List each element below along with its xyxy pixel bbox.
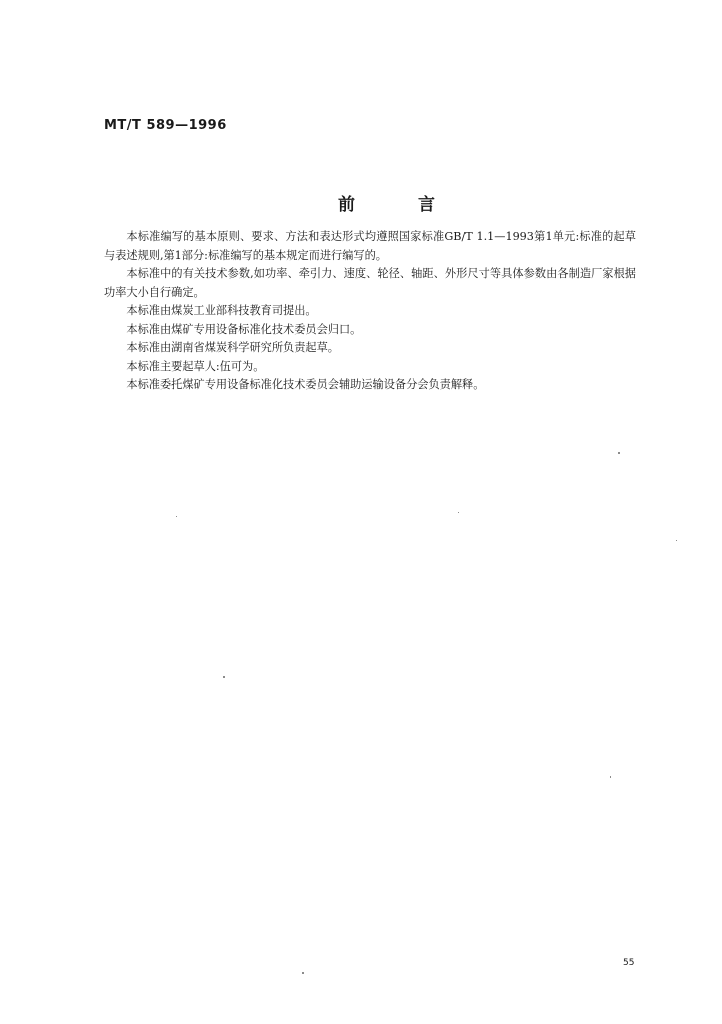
- scan-speck: [302, 972, 304, 974]
- paragraph-drafted-by: 本标准由湖南省煤炭科学研究所负责起草。: [126, 341, 339, 354]
- paragraph-technical-parameters: 本标准中的有关技术参数,如功率、牵引力、速度、轮径、轴距、外形尺寸等具体参数由各制造厂家根据功率大小自行确定。: [104, 267, 636, 299]
- paragraph-proposed-by: 本标准由煤炭工业部科技教育司提出。: [126, 304, 317, 317]
- paragraph-interpretation: 本标准委托煤矿专用设备标准化技术委员会辅助运输设备分会负责解释。: [126, 378, 485, 391]
- page-number: 55: [623, 958, 635, 968]
- foreword-body: [104, 228, 636, 395]
- paragraph-drafting-rules: 本标准编写的基本原则、要求、方法和表达形式均遵照国家标准GB/T 1.1—1993第1单元:标准的起草与表述规则,第1部分:标准编写的基本规定而进行编写的。: [104, 230, 636, 262]
- standard-code: MT/T 589—1996: [104, 118, 227, 133]
- scan-speck: [610, 776, 611, 778]
- heading-char-2: 言: [418, 195, 435, 215]
- paragraph-main-drafter: 本标准主要起草人:伍可为。: [126, 359, 265, 373]
- scan-speck: [223, 676, 225, 678]
- heading-char-1: 前: [338, 195, 355, 215]
- scan-speck: [458, 512, 459, 513]
- scan-speck: [618, 452, 620, 454]
- paragraph-under-jurisdiction: 本标准由煤矿专用设备标准化技术委员会归口。: [126, 322, 362, 336]
- scan-speck: [176, 516, 177, 517]
- scan-speck: [676, 540, 677, 541]
